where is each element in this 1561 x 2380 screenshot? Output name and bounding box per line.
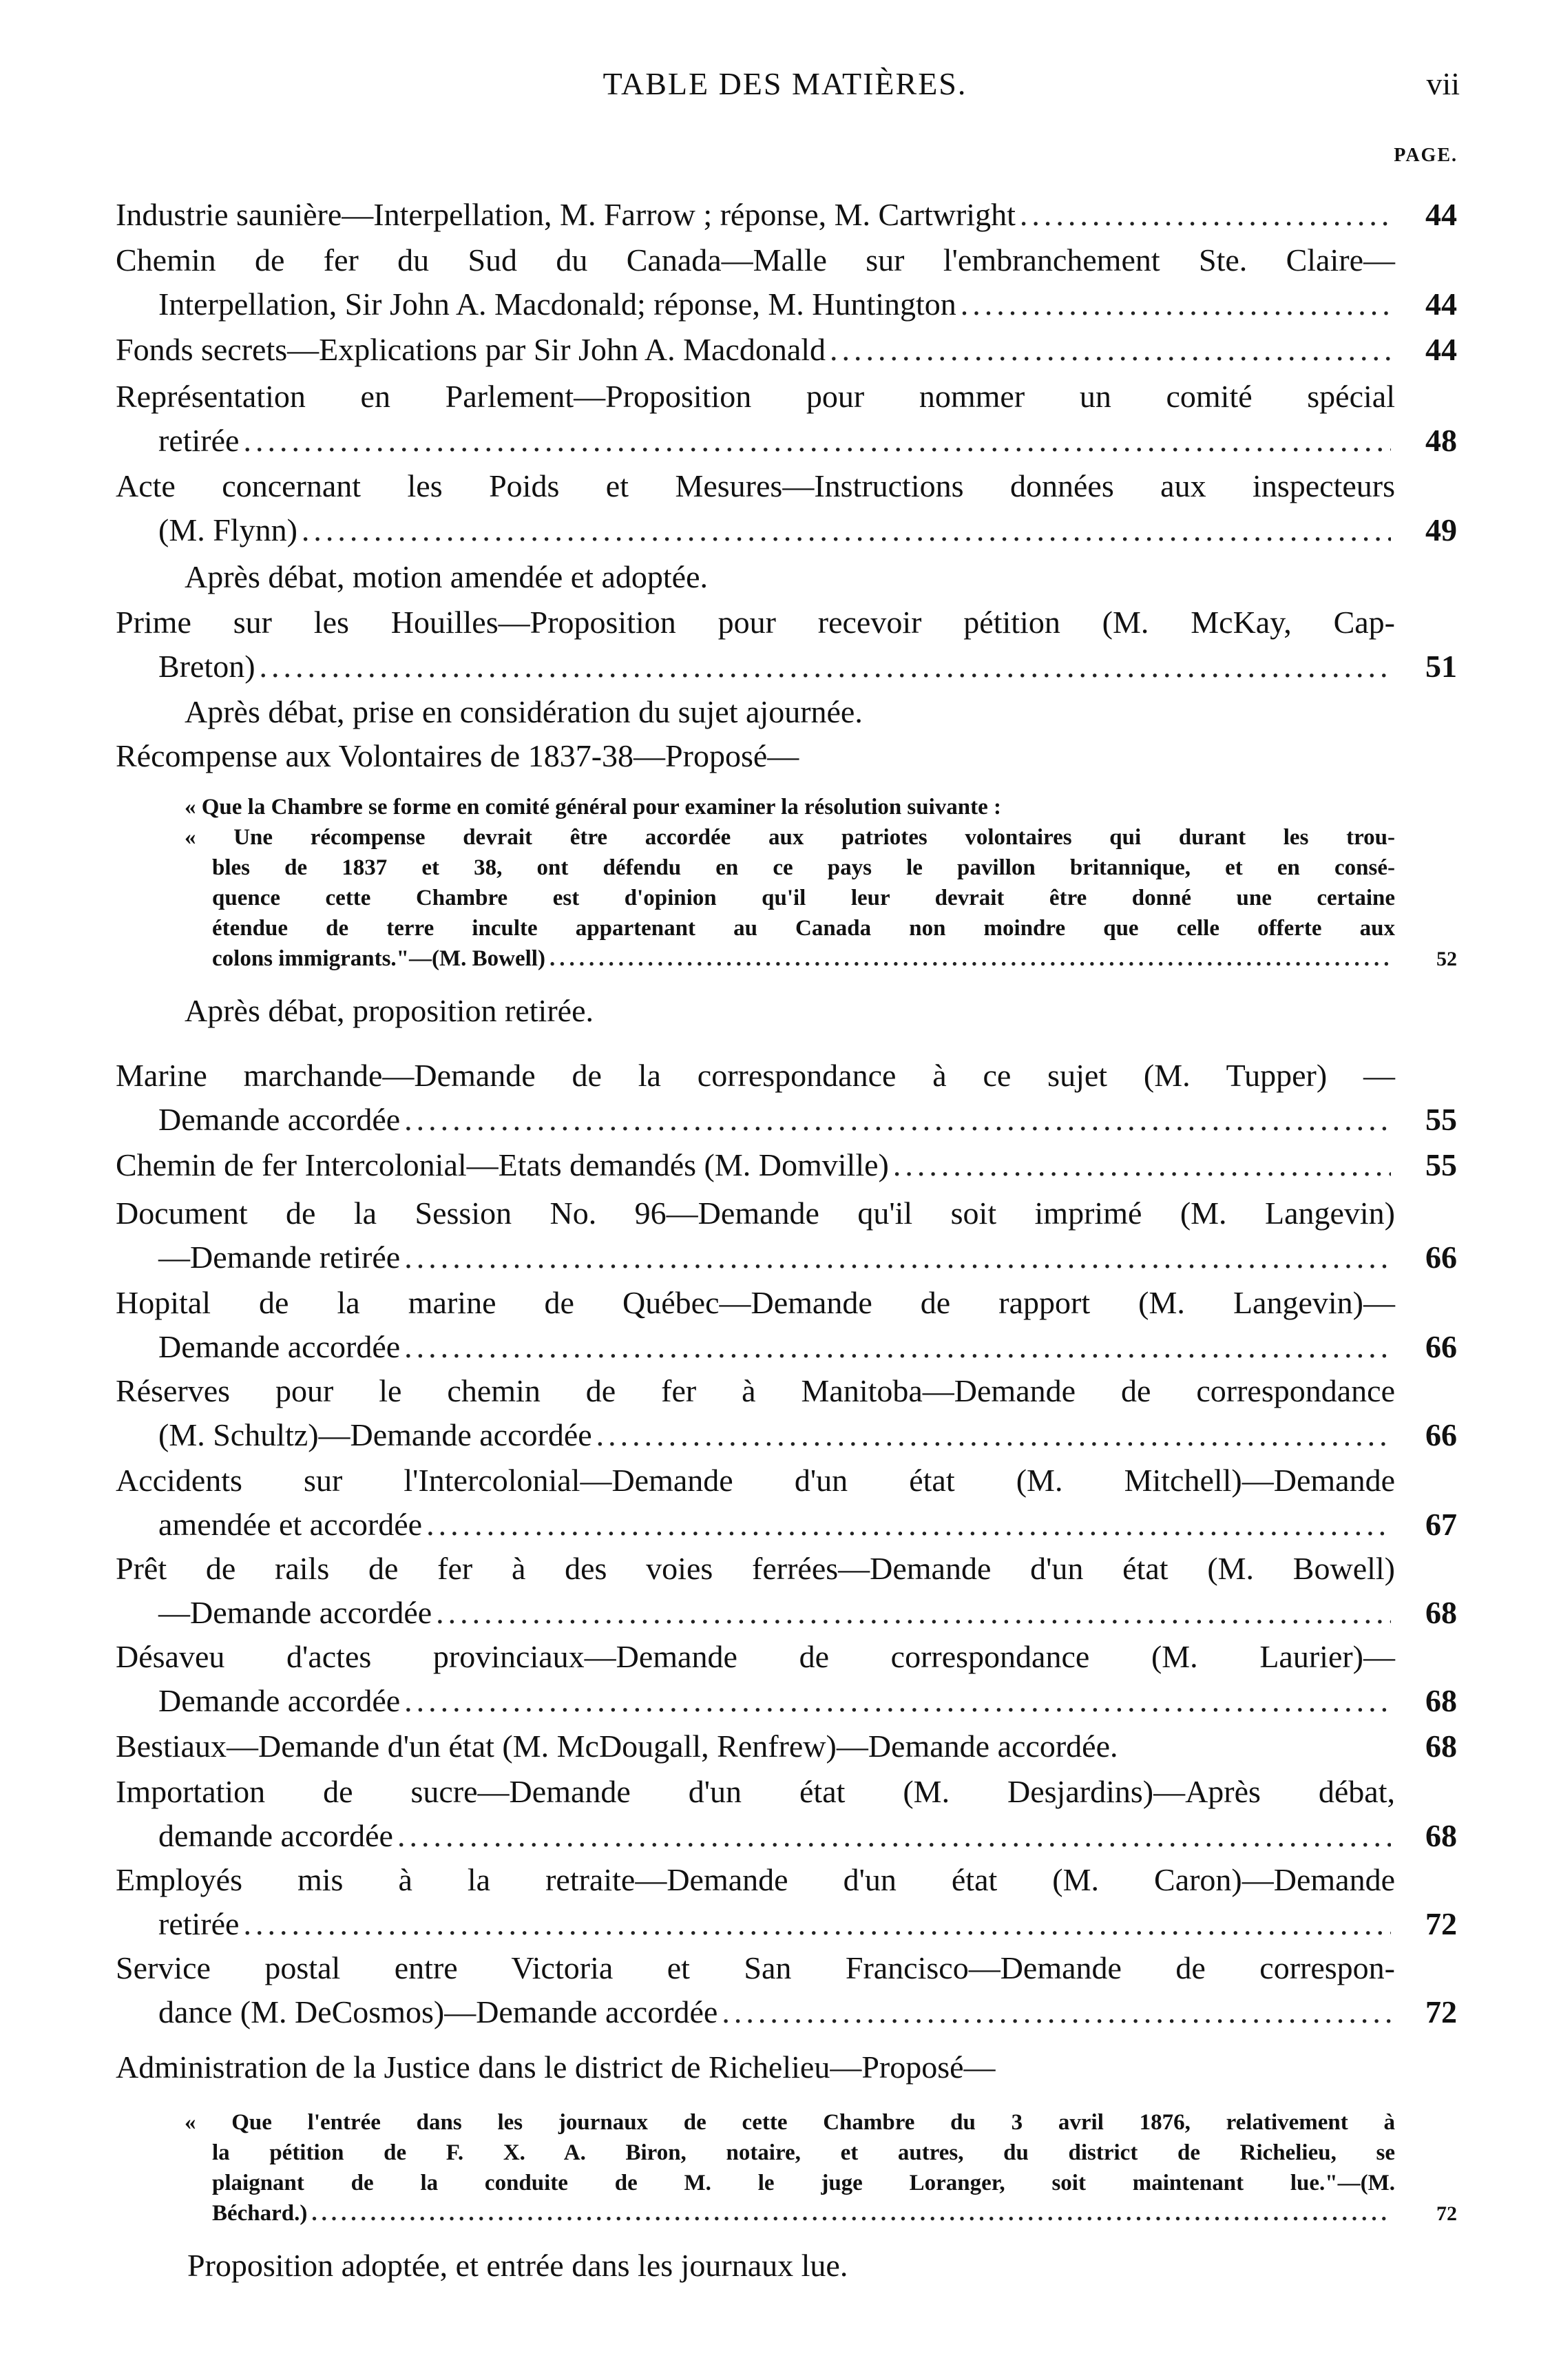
entry-text: Accidents sur l'Intercolonial—Demande d'un état (M. Mitchell)—Demande	[116, 1463, 1395, 1498]
entry-text: Demande accordée	[158, 1102, 401, 1137]
toc-entry-bestiaux	[116, 1724, 1457, 1768]
toc-entry-hopital-marine	[116, 1281, 1457, 1369]
entry-page: 68	[1425, 1818, 1457, 1853]
entry-page: 44	[1425, 197, 1457, 232]
entry-page: 72	[1425, 1906, 1457, 1941]
entry-text: Après débat, motion amendée et adoptée.	[185, 559, 708, 594]
entry-page: 66	[1425, 1329, 1457, 1364]
quote-text: colons immigrants."—(M. Bowell)	[212, 946, 545, 971]
entry-page: 44	[1425, 332, 1457, 367]
toc-entry-reserves-manitoba	[116, 1369, 1457, 1457]
page-column-label: PAGE.	[1394, 145, 1458, 166]
entry-page: 66	[1425, 1240, 1457, 1275]
toc-entry-employes-retraite	[116, 1858, 1457, 1946]
page-number: vii	[1426, 66, 1460, 101]
toc-quote-motion-richelieu	[116, 2107, 1457, 2229]
entry-page: 55	[1425, 1102, 1457, 1137]
entry-text: dance (M. DeCosmos)—Demande accordée	[158, 1994, 718, 2029]
entry-text: —Demande accordée	[158, 1595, 432, 1630]
running-header	[110, 65, 1460, 121]
leader-dots	[722, 1990, 1391, 2034]
toc-entry-marine-marchande	[116, 1054, 1457, 1142]
quote-text: « Que l'entrée dans les journaux de cette Chambre du 3 avril 1876, relativement à	[185, 2110, 1395, 2135]
toc-entry-administration-justice	[116, 2045, 1457, 2089]
entry-page: 51	[1425, 649, 1457, 684]
leader-dots	[549, 943, 1391, 974]
entry-text: Industrie saunière—Interpellation, M. Farrow ; réponse, M. Cartwright	[116, 197, 1016, 232]
entry-text: Administration de la Justice dans le district de Richelieu—Proposé—	[116, 2049, 996, 2085]
entry-page: 55	[1425, 1147, 1457, 1182]
entry-text: Demande accordée	[158, 1329, 401, 1364]
entry-text: amendée et accordée	[158, 1507, 423, 1542]
toc-entry-prime-houilles	[116, 601, 1457, 689]
entry-page: 44	[1425, 286, 1457, 322]
entry-page: 67	[1425, 1507, 1457, 1542]
entry-page: 72	[1436, 2202, 1457, 2225]
toc-note-sujet-ajourne	[116, 690, 1457, 734]
quote-text: bles de 1837 et 38, ont défendu en ce pays le pavillon britannique, et en consé-	[212, 855, 1395, 880]
toc-entry-poids-mesures	[116, 464, 1457, 552]
leader-dots	[404, 1325, 1391, 1369]
entry-text: (M. Flynn)	[158, 512, 297, 547]
entry-text: —Demande retirée	[158, 1240, 401, 1275]
toc-note-proposition-adoptee	[116, 2244, 1457, 2288]
entry-text: (M. Schultz)—Demande accordée	[158, 1417, 592, 1452]
leader-dots	[397, 1814, 1391, 1858]
leader-dots	[404, 1098, 1391, 1142]
toc-entry-accidents-intercolonial	[116, 1459, 1457, 1547]
leader-dots	[596, 1413, 1391, 1457]
entry-text: Bestiaux—Demande d'un état (M. McDougall, Renfrew)—Demande accordée.	[116, 1729, 1118, 1764]
entry-text: Après débat, prise en considération du sujet ajournée.	[185, 694, 863, 729]
toc-entry-chemin-sud-canada	[116, 238, 1457, 326]
entry-text: Employés mis à la retraite—Demande d'un état (M. Caron)—Demande	[116, 1862, 1395, 1897]
entry-text: Proposition adoptée, et entrée dans les journaux lue.	[187, 2248, 848, 2283]
entry-text: Prime sur les Houilles—Proposition pour recevoir pétition (M. McKay, Cap-	[116, 605, 1395, 640]
quote-text: plaignant de la conduite de M. le juge Loranger, soit maintenant lue."—(M.	[212, 2171, 1395, 2195]
page-title: TABLE DES MATIÈRES.	[603, 66, 967, 101]
toc-entry-intercolonial-etats	[116, 1143, 1457, 1187]
entry-text: Représentation en Parlement—Proposition pour nommer un comité spécial	[116, 379, 1395, 414]
toc-quote-resolution-volontaires	[116, 792, 1457, 974]
entry-page: 72	[1425, 1994, 1457, 2029]
toc-entry-service-postal	[116, 1946, 1457, 2034]
entry-page: 52	[1436, 948, 1457, 970]
entry-page: 68	[1425, 1729, 1457, 1764]
leader-dots	[302, 508, 1391, 552]
toc-entry-importation-sucre	[116, 1770, 1457, 1858]
quote-text: « Une récompense devrait être accordée aux patriotes volontaires qui durant les trou-	[185, 825, 1395, 850]
leader-dots	[1020, 193, 1391, 237]
toc-entry-recompense-volontaires	[116, 734, 1457, 778]
toc-entry-industrie-sauniere	[116, 193, 1457, 237]
toc-note-motion-adoptee	[116, 555, 1457, 599]
toc-entry-pret-rails	[116, 1547, 1457, 1635]
entry-text: Breton)	[158, 649, 255, 684]
entry-text: Prêt de rails de fer à des voies ferrées—Demande d'un état (M. Bowell)	[116, 1551, 1395, 1586]
leader-dots	[311, 2198, 1391, 2228]
entry-text: Récompense aux Volontaires de 1837-38—Proposé—	[116, 738, 799, 773]
leader-dots	[830, 328, 1391, 372]
entry-text: Acte concernant les Poids et Mesures—Instructions données aux inspecteurs	[116, 468, 1395, 503]
quote-text: quence cette Chambre est d'opinion qu'il leur devrait être donné une certaine	[212, 886, 1395, 910]
toc-entry-document-session	[116, 1191, 1457, 1280]
entry-text: Service postal entre Victoria et San Francisco—Demande de correspon-	[116, 1950, 1395, 1985]
quote-text: la pétition de F. X. A. Biron, notaire, et autres, du district de Richelieu, se	[212, 2140, 1395, 2165]
leader-dots	[893, 1143, 1391, 1187]
quote-text: « Que la Chambre se forme en comité général pour examiner la résolution suivante :	[185, 795, 1002, 820]
entry-text: retirée	[158, 423, 240, 458]
leader-dots	[260, 645, 1391, 689]
entry-text: Marine marchande—Demande de la correspondance à ce sujet (M. Tupper) —	[116, 1058, 1395, 1093]
entry-page: 48	[1425, 423, 1457, 458]
leader-dots	[243, 1902, 1391, 1946]
entry-text: Désaveu d'actes provinciaux—Demande de correspondance (M. Laurier)—	[116, 1639, 1395, 1674]
entry-page: 68	[1425, 1595, 1457, 1630]
entry-page: 66	[1425, 1417, 1457, 1452]
entry-text: demande accordée	[158, 1818, 393, 1853]
leader-dots	[404, 1235, 1391, 1280]
entry-text: retirée	[158, 1906, 240, 1941]
entry-text: Chemin de fer du Sud du Canada—Malle sur l'embranchement Ste. Claire—	[116, 242, 1395, 278]
entry-text: Document de la Session No. 96—Demande qu'il soit imprimé (M. Langevin)	[116, 1196, 1395, 1231]
entry-text: Après débat, proposition retirée.	[185, 993, 594, 1028]
entry-text: Chemin de fer Intercolonial—Etats demandés (M. Domville)	[116, 1147, 889, 1182]
entry-text: Demande accordée	[158, 1683, 401, 1718]
entry-page: 68	[1425, 1683, 1457, 1718]
leader-dots	[436, 1591, 1391, 1635]
quote-text: étendue de terre inculte appartenant au Canada non moindre que celle offerte aux	[212, 916, 1395, 941]
entry-text: Hopital de la marine de Québec—Demande de rapport (M. Langevin)—	[116, 1285, 1395, 1320]
leader-dots	[243, 419, 1391, 463]
entry-page: 49	[1425, 512, 1457, 547]
entry-text: Réserves pour le chemin de fer à Manitoba—Demande de correspondance	[116, 1373, 1395, 1408]
toc-note-proposition-retiree	[116, 989, 1457, 1033]
toc-entry-representation	[116, 375, 1457, 463]
quote-text: Béchard.)	[212, 2201, 308, 2226]
leader-dots	[404, 1679, 1391, 1723]
leader-dots	[961, 282, 1391, 326]
entry-text: Interpellation, Sir John A. Macdonald; réponse, M. Huntington	[158, 286, 956, 322]
entry-text: Importation de sucre—Demande d'un état (M. Desjardins)—Après débat,	[116, 1774, 1395, 1809]
entry-text: Fonds secrets—Explications par Sir John A. Macdonald	[116, 332, 826, 367]
toc-entry-desaveu-actes	[116, 1635, 1457, 1723]
leader-dots	[426, 1503, 1391, 1547]
toc-entry-fonds-secrets	[116, 328, 1457, 372]
